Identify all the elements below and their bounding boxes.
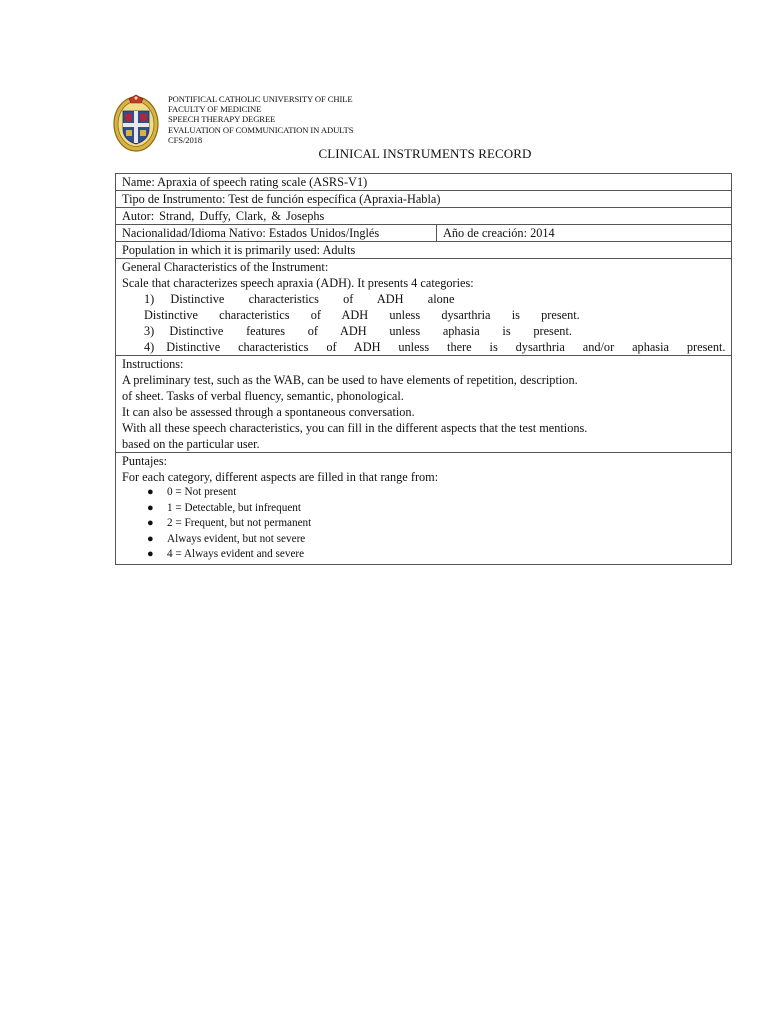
table-row [116, 225, 732, 242]
bullet-icon: ● [147, 532, 154, 545]
score-label: 4 = Always evident and severe [167, 548, 305, 560]
scores-heading: Puntajes: [122, 454, 168, 468]
bullet-icon: ● [147, 486, 154, 498]
list-item [122, 485, 725, 501]
category-item: Distinctive characteristics of ADH unless dysarthria is present. [144, 308, 580, 322]
instructions-line: It can also be assessed through a spontaneous conversation. [122, 405, 415, 419]
instructions-line: based on the particular user. [122, 437, 260, 451]
score-label: 2 = Frequent, but not permanent [167, 517, 312, 529]
instrument-type: Tipo de Instrumento: Test de función específica (Apraxia-Habla) [116, 191, 732, 208]
list-item [122, 547, 725, 563]
bullet-icon: ● [147, 501, 154, 514]
scores-intro: For each category, different aspects are filled in that range from: [122, 470, 439, 484]
category-item: 3) Distinctive features of ADH unless aphasia is present. [144, 324, 572, 338]
table-row [116, 242, 732, 259]
score-label: 1 = Detectable, but infrequent [167, 501, 301, 514]
nationality-language: Nacionalidad/Idioma Nativo: Estados Unidos/Inglés [116, 225, 437, 242]
scores-list [122, 485, 725, 563]
instrument-record-table [115, 173, 732, 565]
evaluation-area: EVALUATION OF COMMUNICATION IN ADULTS [168, 124, 354, 135]
table-row [116, 356, 732, 453]
degree-name: SPEECH THERAPY DEGREE [168, 114, 276, 125]
creation-year: Año de creación: 2014 [437, 225, 732, 242]
category-item: 1) Distinctive characteristics of ADH alone [144, 292, 455, 306]
list-item [122, 516, 725, 532]
bullet-icon: ● [147, 548, 154, 560]
instructions-line: A preliminary test, such as the WAB, can be used to have elements of repetition, description. [122, 373, 578, 387]
category-list [122, 291, 725, 355]
instructions-cell [116, 356, 732, 453]
score-label: Always evident, but not severe [167, 532, 306, 545]
category-item: 4) Distinctive characteristics of ADH unless there is dysarthria and/or aphasia present. [144, 340, 726, 354]
instrument-name: Name: Apraxia of speech rating scale (ASRS-V1) [116, 174, 732, 191]
instrument-authors: Autor: Strand, Duffy, Clark, & Josephs [116, 208, 732, 225]
document-code: CFS/2018 [168, 134, 203, 145]
scores-cell [116, 453, 732, 565]
faculty-name: FACULTY OF MEDICINE [168, 104, 262, 115]
bullet-icon: ● [147, 517, 154, 529]
general-characteristics-intro: Scale that characterizes speech apraxia (ADH). It presents 4 categories: [122, 276, 474, 290]
list-item [122, 532, 725, 548]
table-row [116, 174, 732, 191]
target-population: Population in which it is primarily used: Adults [116, 242, 732, 259]
table-row [116, 191, 732, 208]
score-label: 0 = Not present [167, 486, 237, 498]
table-row [116, 259, 732, 356]
general-characteristics-cell [116, 259, 732, 356]
instructions-line: of sheet. Tasks of verbal fluency, semantic, phonological. [122, 389, 404, 403]
list-item [122, 501, 725, 517]
general-characteristics-heading: General Characteristics of the Instrument: [122, 260, 329, 274]
institution-header [168, 94, 353, 145]
document-title: CLINICAL INSTRUMENTS RECORD [318, 146, 532, 161]
table-row [116, 453, 732, 565]
table-row [116, 208, 732, 225]
institution-name: PONTIFICAL CATHOLIC UNIVERSITY OF CHILE [168, 94, 353, 104]
instructions-line: With all these speech characteristics, you can fill in the different aspects that the test mentions. [122, 421, 588, 435]
instructions-heading: Instructions: [122, 357, 184, 371]
university-seal-logo [112, 93, 160, 153]
